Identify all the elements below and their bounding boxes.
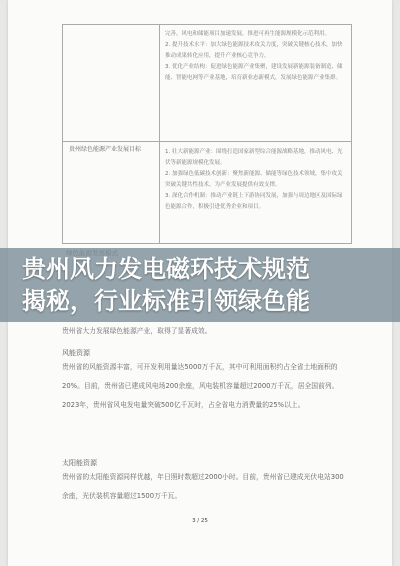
info-table <box>62 24 352 244</box>
intro-paragraph: 贵州省大力发展绿色能源产业，取得了显著成效。 <box>62 327 212 335</box>
wind-paragraph: 贵州省的风能资源丰富，可开发利用量达5000万千瓦，其中可利用面积约占全省土地面积的20%。目前，贵州省已建成风电场200余座，风电装机容量超过2000万千瓦，居全国前列。2023年，贵州省风电发电量突破500亿千瓦时，占全省电力消费量的25%以上。 <box>62 363 339 409</box>
solar-paragraph: 贵州省的太阳能资源同样优越，年日照时数超过2000小时。目前，贵州省已建成光伏电站300余座，光伏装机容量超过1500万千瓦。 <box>62 473 344 500</box>
banner-title-line2: 揭秘，行业标准引领绿色能 <box>22 287 310 315</box>
table-row2-line: 3. 深化合作机制：推动产业链上下游协同发展，加强与周边地区及国际绿色能源合作，积极引进优秀企业和项目。 <box>165 193 343 210</box>
solar-section-heading: 太阳能资源 <box>62 459 97 467</box>
table-row1-content <box>165 29 345 84</box>
table-row-divider <box>63 141 351 142</box>
table-row2-content <box>165 147 345 213</box>
table-divider <box>159 25 160 243</box>
page-number: 3 / 25 <box>192 518 208 524</box>
table-row1-line: 完善，风电和储能项目加速发展，推进可再生能源规模化示范利用。 <box>165 31 331 37</box>
title-banner <box>0 248 400 322</box>
table-row2-line: 1. 壮大新能源产业：围绕打造国家新型综合能源战略基地，推动风电、光伏等新能源规模化发展。 <box>165 149 343 166</box>
banner-title-line1: 贵州风力发电磁环技术规范 <box>22 255 310 283</box>
table-row1-line: 2. 提升技术水平：加大绿色能源技术攻关力度，突破关键核心技术，加快推动成果转化应用，提升产业核心竞争力。 <box>165 42 343 59</box>
table-row2-label: 贵州绿色能源产业发展目标 <box>69 146 142 153</box>
wind-section-heading: 风能资源 <box>62 349 90 357</box>
table-row1-line: 3. 优化产业结构：促进绿色能源产业集聚，建设发展新能源装备制造、储能、智能电网等产业基地，培育新业态新模式，发展绿色能源产业集群。 <box>165 64 343 81</box>
table-row2-line: 2. 加强绿色低碳技术创新：聚焦新能源、储能等绿色技术领域，集中攻关突破关键共性技术，为产业发展提供有效支撑。 <box>165 171 343 188</box>
